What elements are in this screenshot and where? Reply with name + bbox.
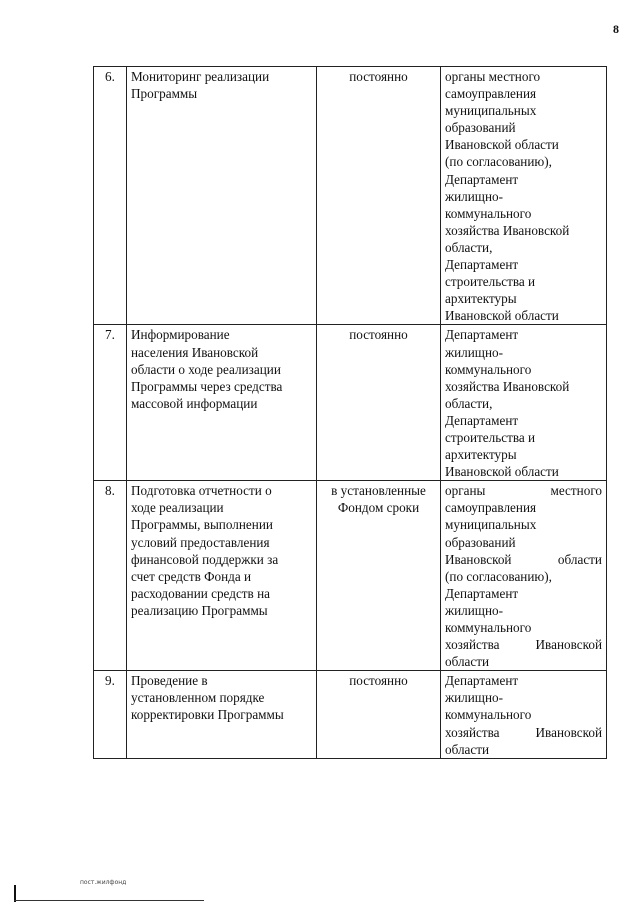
activity-line: ходе реализации [131,500,224,516]
activity-line: населения Ивановской [131,344,259,360]
program-activities-table [93,66,607,759]
term-cell [317,671,441,759]
activity-line: Мониторинг реализации [131,69,270,84]
responsible-cell [441,481,607,671]
responsible-line: Департамент [445,171,519,187]
activity-line: Программы через средства [131,378,283,394]
activity-cell [127,325,317,481]
responsible-line: Ивановской области [445,551,602,567]
responsible-line: хозяйства Ивановской [445,378,570,394]
row-number: 7. [94,325,127,481]
responsible-line: хозяйства Ивановской [445,222,570,238]
table-row [94,67,607,325]
responsible-line: жилищно- [445,188,504,204]
responsible-line: муниципальных [445,517,537,533]
responsible-line: области [445,741,490,757]
activity-line: Программы, выполнении [131,517,273,533]
responsible-line: строительства и [445,274,536,290]
responsible-line: коммунального [445,205,532,221]
term-line: в установленные [331,483,426,499]
term-line: Фондом сроки [337,500,420,516]
activity-line: Программы [131,86,198,102]
activity-line: корректировки Программы [131,707,284,723]
responsible-line: образований [445,534,516,550]
activity-line: Проведение в [131,673,208,689]
activity-cell [127,481,317,671]
activity-line: расходовании средств на [131,585,270,601]
responsible-line: архитектуры [445,447,517,463]
responsible-line: Ивановской области [445,308,559,324]
responsible-line: области, [445,395,493,411]
activity-line: условий предоставления [131,534,270,550]
row-number: 9. [94,671,127,759]
responsible-line: (по согласованию), [445,154,552,170]
responsible-line: образований [445,120,516,136]
responsible-line: коммунального [445,707,532,723]
activity-line: области о ходе реализации [131,361,281,377]
term-line: постоянно [349,673,408,689]
activity-line: Подготовка отчетности о [131,483,272,499]
responsible-line: Департамент [445,257,519,273]
activity-line: массовой информации [131,395,258,411]
activity-line: Информирование [131,327,230,343]
responsible-line: самоуправления [445,86,537,102]
row-number: 8. [94,481,127,671]
responsible-line: коммунального [445,361,532,377]
table-row [94,481,607,671]
activity-line: реализацию Программы [131,602,268,618]
responsible-line: области, [445,239,493,255]
responsible-line: Департамент [445,673,519,689]
responsible-cell [441,67,607,325]
responsible-line: Ивановской области [445,464,559,480]
activity-line: установленном порядке [131,690,265,706]
responsible-line: области [445,654,490,670]
responsible-line: органы местного [445,483,602,499]
responsible-line: Департамент [445,327,519,343]
term-line: постоянно [349,69,408,84]
scan-edge-line [14,900,204,901]
activity-cell [127,671,317,759]
term-line: постоянно [349,327,408,343]
activity-line: финансовой поддержки за [131,551,279,567]
row-number: 6. [94,67,127,325]
responsible-line: Департамент [445,585,519,601]
term-cell [317,481,441,671]
footer-file-mark: пост.жилфонд [80,879,127,886]
responsible-line: хозяйства Ивановской [445,637,602,653]
page-number: 8 [613,22,619,36]
responsible-cell [441,325,607,481]
responsible-cell [441,671,607,759]
table-row [94,671,607,759]
responsible-line: Ивановской области [445,137,559,153]
responsible-line: архитектуры [445,291,517,307]
responsible-line: самоуправления [445,500,537,516]
responsible-line: жилищно- [445,344,504,360]
term-cell [317,325,441,481]
activity-cell [127,67,317,325]
term-cell [317,67,441,325]
responsible-line: коммунального [445,620,532,635]
activity-line: счет средств Фонда и [131,568,252,584]
responsible-line: органы местного [445,69,541,84]
responsible-line: (по согласованию), [445,568,552,584]
responsible-line: муниципальных [445,103,537,119]
responsible-line: хозяйства Ивановской [445,724,602,740]
responsible-line: жилищно- [445,690,504,706]
responsible-line: строительства и [445,429,536,445]
responsible-line: Департамент [445,412,519,428]
responsible-line: жилищно- [445,602,504,618]
table-row [94,325,607,481]
